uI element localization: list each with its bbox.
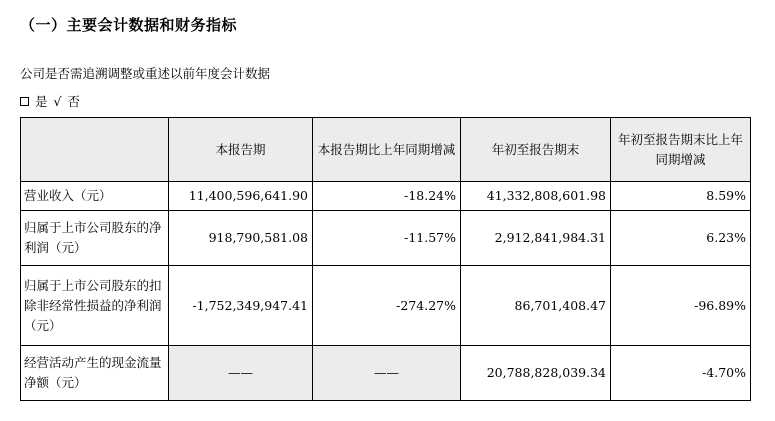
retro-answer xyxy=(20,92,80,110)
cell-current-change: -18.24% xyxy=(313,182,461,211)
cell-ytd-change: 6.23% xyxy=(611,211,751,266)
table-row xyxy=(21,211,751,266)
header-cell-current-change: 本报告期比上年同期增减 xyxy=(313,118,461,182)
cell-ytd: 20,788,828,039.34 xyxy=(461,346,611,401)
cell-current-change: -11.57% xyxy=(313,211,461,266)
table-row xyxy=(21,266,751,346)
cell-ytd: 2,912,841,984.31 xyxy=(461,211,611,266)
dash-mark: —— xyxy=(374,365,399,381)
cell-ytd: 41,332,808,601.98 xyxy=(461,182,611,211)
row-label: 归属于上市公司股东的扣除非经常性损益的净利润（元） xyxy=(21,266,169,346)
cell-current: -1,752,349,947.41 xyxy=(169,266,313,346)
header-cell-current: 本报告期 xyxy=(169,118,313,182)
yes-label: 是 xyxy=(35,94,48,109)
cell-current-change xyxy=(313,346,461,401)
cell-current xyxy=(169,346,313,401)
header-cell-empty xyxy=(21,118,169,182)
dash-mark: —— xyxy=(228,365,253,381)
unchecked-box-icon xyxy=(20,97,29,106)
table-row xyxy=(21,346,751,401)
financial-indicators-table xyxy=(20,117,751,401)
cell-ytd-change: -96.89% xyxy=(611,266,751,346)
no-label: 否 xyxy=(67,94,80,109)
row-label: 营业收入（元） xyxy=(21,182,169,211)
cell-ytd-change: 8.59% xyxy=(611,182,751,211)
header-cell-ytd-change: 年初至报告期末比上年同期增减 xyxy=(611,118,751,182)
table-row xyxy=(21,182,751,211)
cell-ytd-change: -4.70% xyxy=(611,346,751,401)
section-heading: （一）主要会计数据和财务指标 xyxy=(20,16,238,34)
cell-current: 11,400,596,641.90 xyxy=(169,182,313,211)
header-cell-ytd: 年初至报告期末 xyxy=(461,118,611,182)
check-mark: √ xyxy=(53,93,62,109)
row-label: 归属于上市公司股东的净利润（元） xyxy=(21,211,169,266)
retro-question: 公司是否需追溯调整或重述以前年度会计数据 xyxy=(20,66,271,81)
table-header-row xyxy=(21,118,751,182)
cell-current-change: -274.27% xyxy=(313,266,461,346)
cell-ytd: 86,701,408.47 xyxy=(461,266,611,346)
row-label: 经营活动产生的现金流量净额（元） xyxy=(21,346,169,401)
cell-current: 918,790,581.08 xyxy=(169,211,313,266)
